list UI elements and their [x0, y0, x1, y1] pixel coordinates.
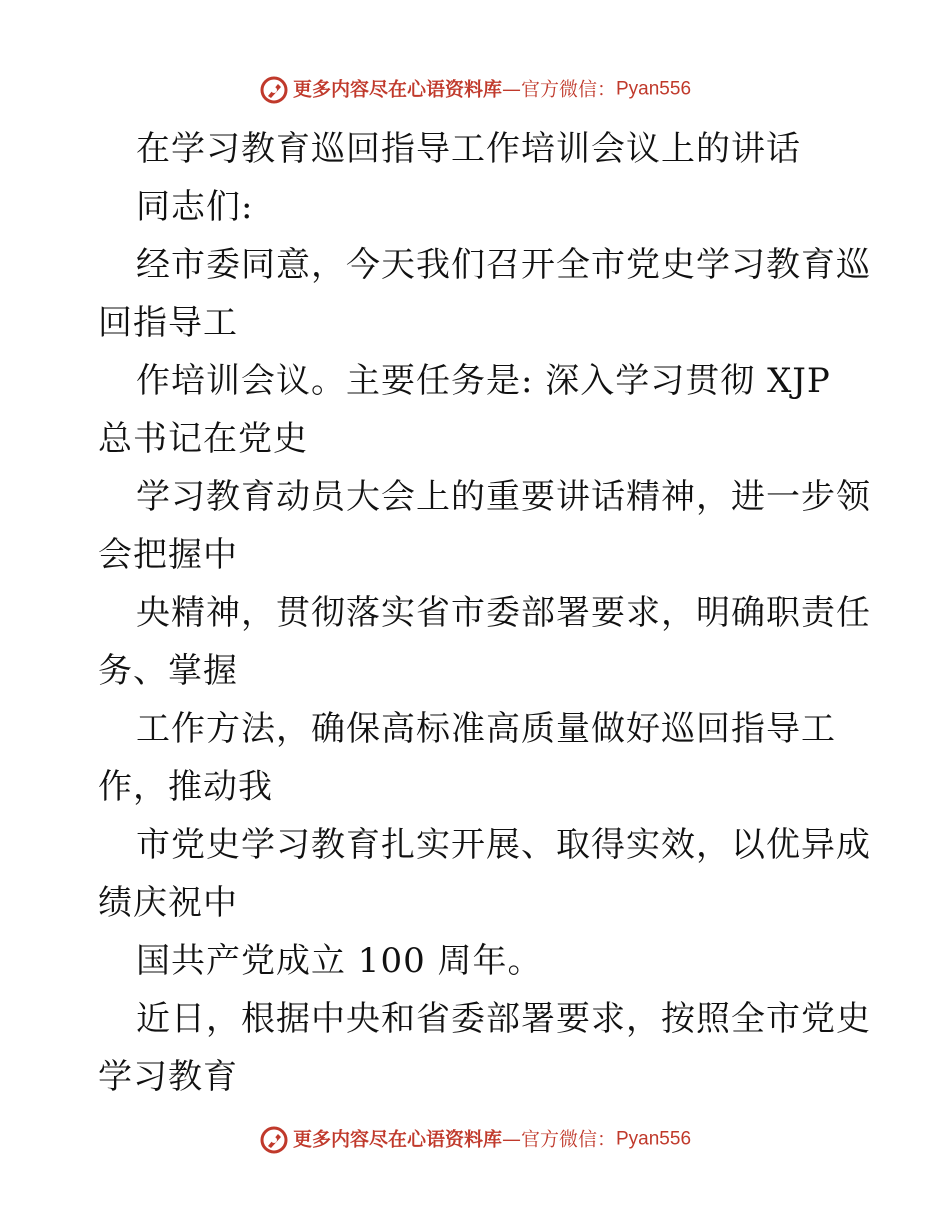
banner-sub-text: 官方微信： [520, 1128, 616, 1151]
document-body [98, 120, 871, 1106]
paragraph-line: 回指导工 [98, 303, 238, 343]
paragraph-line: 经市委同意，今天我们召开全市党史学习教育巡 [136, 245, 871, 285]
paragraph-line: 会把握中 [98, 535, 238, 575]
header-banner [0, 74, 950, 105]
paragraph-line: 绩庆祝中 [98, 883, 238, 923]
paragraph-line: 总书记在党史 [98, 419, 308, 459]
banner-sub-text: 官方微信： [520, 78, 616, 101]
quill-seal-icon [259, 1125, 289, 1155]
banner-dash: — [501, 1128, 521, 1151]
paragraph-line: 央精神，贯彻落实省市委部署要求，明确职责任 [136, 593, 871, 633]
paragraph-line: 国共产党成立 100 周年。 [136, 941, 543, 981]
banner-dash: — [501, 78, 521, 101]
paragraph-line: 市党史学习教育扎实开展、取得实效，以优异成 [136, 825, 871, 865]
banner-main-text: 更多内容尽在心语资料库 [292, 1128, 502, 1151]
paragraph-line: 作，推动我 [98, 767, 273, 807]
paragraph-line: 务、掌握 [98, 651, 238, 691]
paragraph-line: 同志们: [136, 187, 254, 227]
footer-banner [0, 1124, 950, 1155]
banner-main-text: 更多内容尽在心语资料库 [292, 78, 502, 101]
paragraph-line: 近日，根据中央和省委部署要求，按照全市党史 [136, 999, 871, 1039]
banner-wechat-id: Pyan556 [616, 78, 692, 100]
banner-wechat-id: Pyan556 [616, 1128, 692, 1150]
paragraph-line: 作培训会议。主要任务是: 深入学习贯彻 XJP [136, 361, 831, 401]
paragraph-line: 学习教育 [98, 1057, 238, 1097]
paragraph-line: 在学习教育巡回指导工作培训会议上的讲话 [136, 129, 801, 169]
paragraph-line: 学习教育动员大会上的重要讲话精神，进一步领 [136, 477, 871, 517]
quill-seal-icon [259, 75, 289, 105]
paragraph-line: 工作方法，确保高标准高质量做好巡回指导工 [136, 709, 836, 749]
